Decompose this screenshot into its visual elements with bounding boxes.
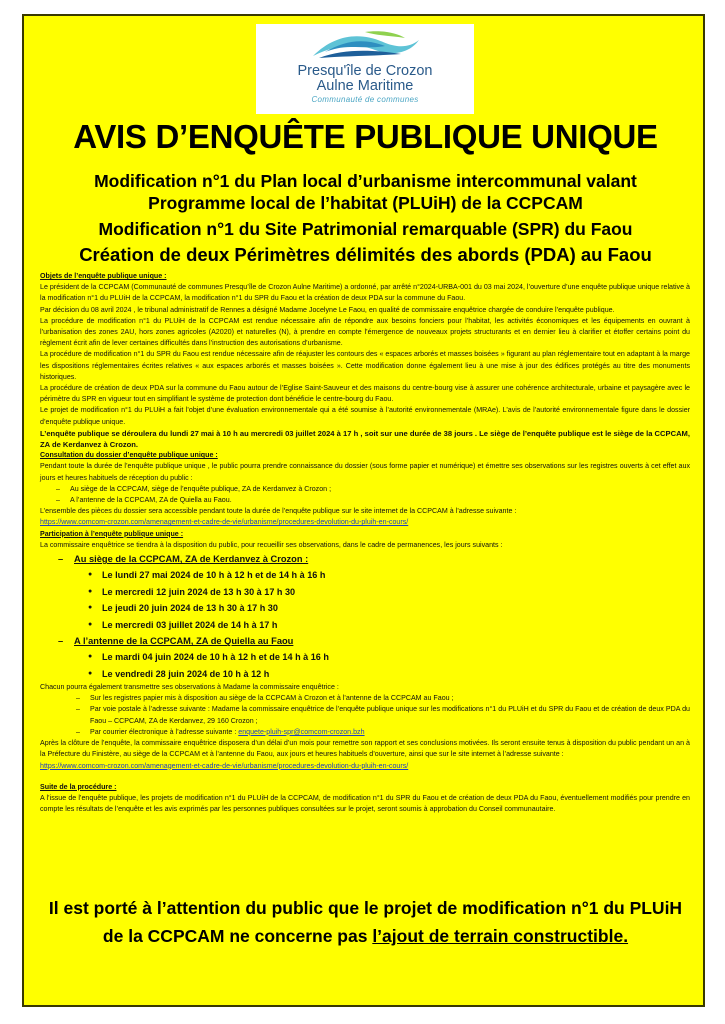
paragraph: Pendant toute la durée de l’enquête publique unique , le public pourra prendre connaissance du dossier (sous forme papier et numérique) et émettre ses observations sur les registres ouverts à cet effet aux jours et heures habituels de réception du public :: [40, 462, 690, 482]
permanence-slot: ● Le jeudi 20 juin 2024 de 13 h 30 à 17 h 30: [40, 600, 690, 617]
paragraph: A l’issue de l’enquête publique, les projets de modification n°1 du PLUiH de la CCPCAM, de modification n°1 du SPR du Faou et de création de deux PDA du Faou, éventuellement modifiés pour prendre en compte les résultats de l’enquête et les avis exprimés par les personnes publiques consultées sur le projet, seront soumis à approbation du Conseil communautaire.: [40, 793, 690, 814]
dossier-link[interactable]: https://www.comcom-crozon.com/amenagement-et-cadre-de-vie/urbanisme/procedures-devolution-du-pluih-en-cours/: [40, 518, 409, 527]
email-link[interactable]: enquete-pluih-spr@comcom-crozon.bzh: [238, 727, 365, 736]
paragraph: Le président de la CCPCAM (Communauté de communes Presqu’île de Crozon Aulne Maritime) a ordonné, par arrêté n°2024-URBA-001 du 03 mai 2024, l’ouverture d’une enquête publique unique relative à la modification n°1 du PLUiH de la CCPCAM, la modification n°1 du SPR du Faou et la création de deux PDA sur la commune du Faou.: [40, 283, 690, 303]
permanence-slot: ● Le lundi 27 mai 2024 de 10 h à 12 h et de 14 h à 16 h: [40, 567, 690, 584]
logo-line-1: Presqu'île de Crozon: [297, 63, 433, 79]
closing-statement: Il est porté à l’attention du public que le projet de modification n°1 du PLUiH de la CCPCAM ne concerne pas l’ajout de terrain constructible.: [48, 898, 683, 946]
site-crozon: – Au siège de la CCPCAM, ZA de Kerdanvez à Crozon :: [40, 551, 690, 567]
permanence-slot: ● Le vendredi 28 juin 2024 de 10 h à 12 h: [40, 666, 690, 683]
paragraph: La procédure de modification n°1 du PLUiH de la CCPCAM est rendue nécessaire afin de répondre aux besoins fonciers pour l’habitat, les activités économiques et les équipements en ouvrant à l’urbanisation des zones 2AU, hors zones agricoles (A2020) et naturelles (N), à prendre en compte l’émergence de nouveaux projets structurants et en dernier lieu à clarifier et étoffer certains point du règlement écrit afin de lever certaines difficultés dans l’instruction des autorisations d’urbanisme.: [40, 316, 690, 348]
closing-emphasis: l’ajout de terrain constructible.: [372, 926, 629, 946]
enquiry-dates: L’enquête publique se déroulera du lundi 27 mai à 10 h au mercredi 03 juillet 2024 à 17 h , soit sur une durée de 38 jours . Le siège de l’enquête publique est le siège de la CCPCAM, ZA de Kerdanvez à Crozon.: [40, 428, 690, 450]
subtitle-2: Programme local de l’habitat (PLUiH) de la CCPCAM: [148, 193, 583, 213]
paragraph: Par décision du 08 avril 2024 , le tribunal administratif de Rennes a désigné Madame Jocelyne Le Faou, en qualité de commissaire enquêtrice chargée de conduire l’enquête publique.: [40, 305, 615, 314]
paragraph: La procédure de création de deux PDA sur la commune du Faou autour de l’Eglise Saint-Sauveur et des maisons du centre-bourg vise à assurer une cohérence architecturale, urbaine et paysagère avec le périmètre du SPR en vigueur tout en simplifiant le système de protection dont bénéficie le centre-bourg du Faou.: [40, 384, 690, 404]
paragraph: La procédure de modification n°1 du SPR du Faou est rendue nécessaire afin de réajuster les contours des « espaces arborés et masses boisées » figurant au plan réglementaire tout en adaptant à la marge les dispositions réglementaires écrites relatives « aux espaces arborés et masses boisées ». Cette modification donne également lieu à une mise à jour des édifices protégés au titre des monuments historiques.: [40, 350, 690, 381]
paragraph: Chacun pourra également transmettre ses observations à Madame la commissaire enquêtrice :: [40, 683, 339, 692]
logo-line-3: Communauté de communes: [311, 95, 419, 104]
section-heading-participation: Participation à l’enquête publique unique :: [40, 529, 184, 538]
section-heading-consultation: Consultation du dossier d’enquête publique unique :: [40, 451, 218, 460]
page-title: AVIS D’ENQUÊTE PUBLIQUE UNIQUE: [73, 118, 658, 155]
list-item: – Sur les registres papier mis à disposition au siège de la CCPCAM à Crozon et à l’antenne de la CCPCAM au Faou ;: [40, 693, 690, 704]
ccpcam-logo: [256, 24, 474, 114]
paragraph: La commissaire enquêtrice se tiendra à la disposition du public, pour recueillir ses observations, dans le cadre de permanences, les jours suivants :: [40, 540, 503, 549]
list-item: – Au siège de la CCPCAM, siège de l’enquête publique, ZA de Kerdanvez à Crozon ;: [40, 484, 690, 495]
subtitle-3: Modification n°1 du Site Patrimonial remarquable (SPR) du Faou: [98, 219, 633, 239]
notice-body: [40, 271, 690, 815]
permanence-slot: ● Le mercredi 12 juin 2024 de 13 h 30 à 17 h 30: [40, 584, 690, 601]
paragraph: Le projet de modification n°1 du PLUiH a fait l’objet d’une évaluation environnementale qui a été soumise à l’autorité environnementale (MRAe). L’avis de l’autorité environnementale figure dans le dossier d’enquête publique unique.: [40, 406, 690, 426]
permanence-slot: ● Le mercredi 03 juillet 2024 de 14 h à 17 h: [40, 617, 690, 634]
logo-line-2: Aulne Maritime: [316, 78, 414, 94]
list-item: – Par voie postale à l’adresse suivante : Madame la commissaire enquêtrice de l’enquête publique unique sur les modifications n°1 du PLUiH et du SPR du Faou et de création de deux PDA du Faou – CCPCAM, ZA de Kerdanvez, 29 160 Crozon ;: [40, 704, 690, 726]
subtitle-4: Création de deux Périmètres délimités des abords (PDA) au Faou: [79, 244, 652, 265]
wave-logo-icon: [305, 28, 425, 62]
paragraph: Après la clôture de l’enquête, la commissaire enquêtrice disposera d’un délai d’un mois pour remettre son rapport et ses conclusions motivées. Ils seront ensuite tenus à disposition du public pendant un an à la Préfecture du Finistère, au siège de la CCPCAM et à l’antenne du Faou, aux jours et heures habituels d’ouverture, ainsi que sur le site internet à l’adresse suivante :: [40, 739, 690, 759]
section-heading-objets: Objets de l’enquête publique unique :: [40, 272, 167, 280]
list-item: – Par courrier électronique à l’adresse suivante : enquete-pluih-spr@comcom-crozon.bzh: [40, 727, 690, 738]
paragraph: L’ensemble des pièces du dossier sera accessible pendant toute la durée de l’enquête publique sur le site internet de la CCPCAM à l’adresse suivante :: [40, 507, 517, 516]
subtitle-1: Modification n°1 du Plan local d’urbanisme intercommunal valant: [94, 171, 637, 191]
section-heading-suite: Suite de la procédure :: [40, 782, 117, 791]
permanence-slot: ● Le mardi 04 juin 2024 de 10 h à 12 h et de 14 h à 16 h: [40, 649, 690, 666]
site-le-faou: – A l’antenne de la CCPCAM, ZA de Quiella au Faou: [40, 633, 690, 649]
notice-poster: [22, 14, 705, 1007]
list-item: – A l’antenne de la CCPCAM, ZA de Quiella au Faou.: [40, 495, 690, 506]
report-link[interactable]: https://www.comcom-crozon.com/amenagement-et-cadre-de-vie/urbanisme/procedures-devolution-du-pluih-en-cours/: [40, 761, 409, 770]
